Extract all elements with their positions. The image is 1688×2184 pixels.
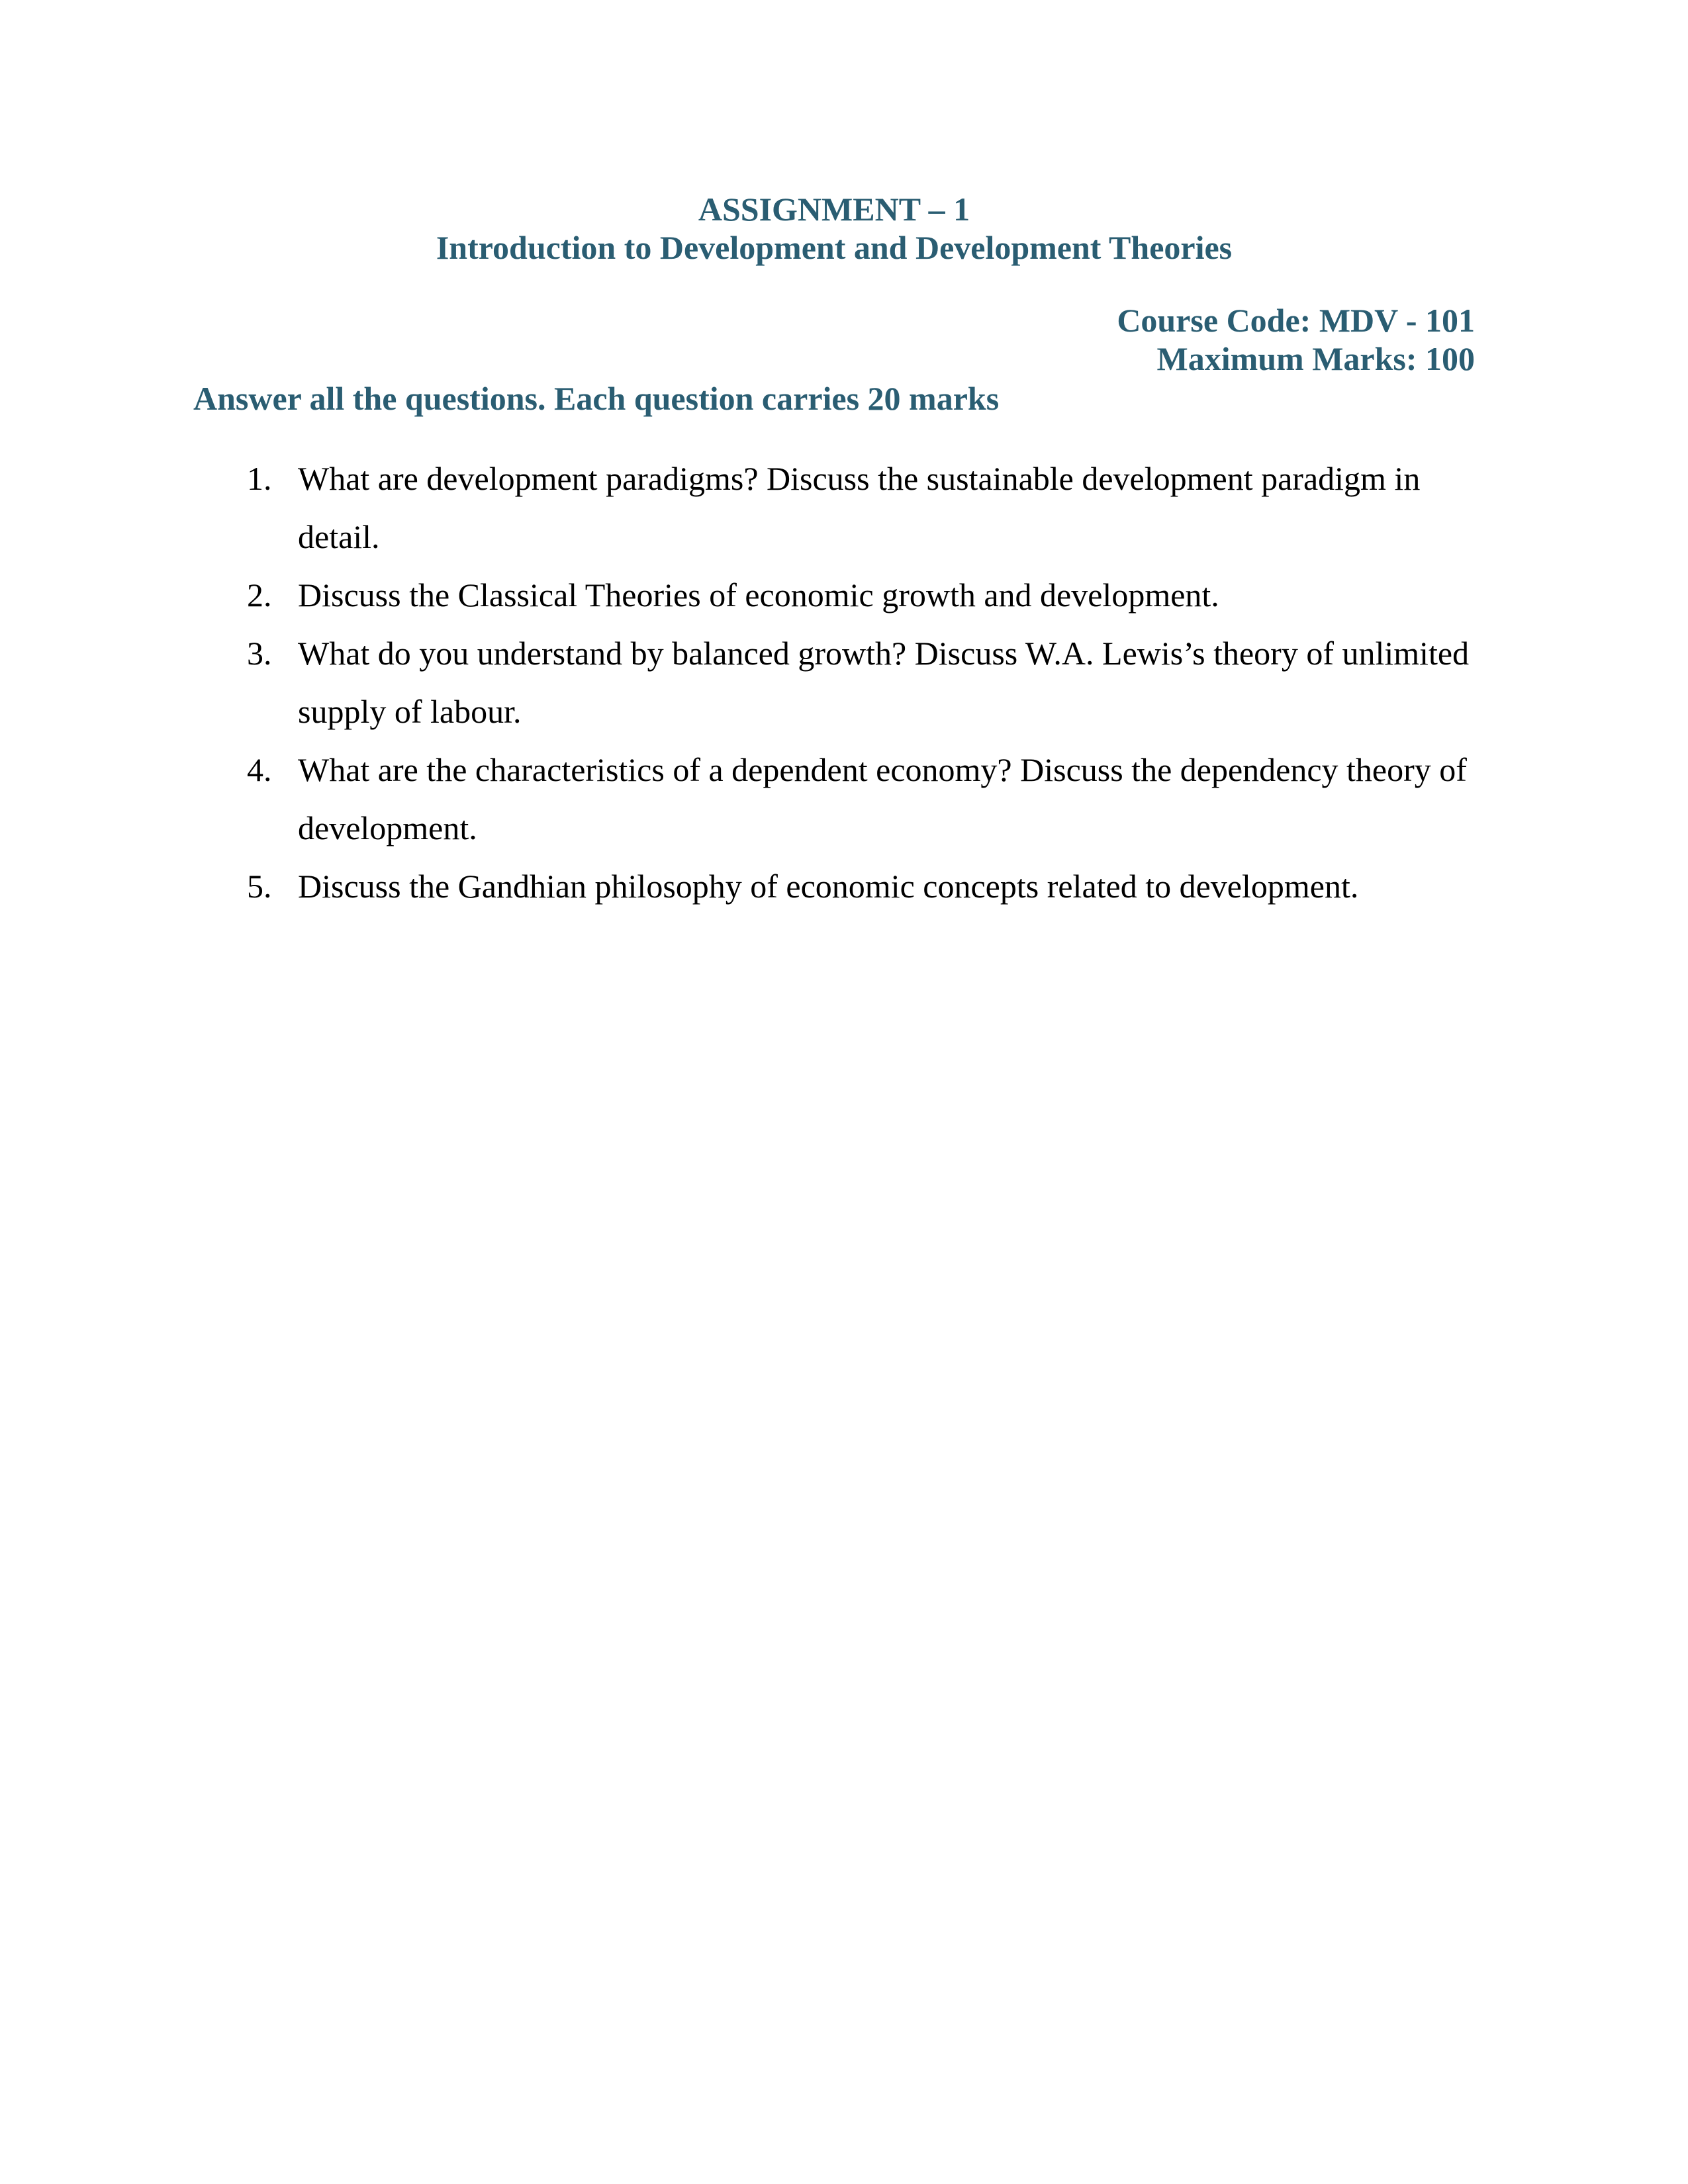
question-number: 3. [247, 635, 272, 672]
course-code: Course Code: MDV - 101 [1117, 302, 1475, 339]
question-list [193, 449, 1475, 915]
question-text: Discuss the Gandhian philosophy of economic concepts related to development. [298, 868, 1359, 905]
question-text: Discuss the Classical Theories of economic growth and development. [298, 576, 1219, 614]
question-number: 4. [247, 751, 272, 788]
title-block [193, 190, 1475, 267]
question-item [193, 449, 1475, 566]
maximum-marks: Maximum Marks: 100 [1156, 340, 1475, 377]
question-item [193, 857, 1475, 915]
instruction-line: Answer all the questions. Each question carries 20 marks [193, 380, 1000, 417]
assignment-title: ASSIGNMENT – 1 [698, 191, 970, 228]
question-number: 5. [247, 868, 272, 905]
question-number: 1. [247, 460, 272, 497]
question-number: 2. [247, 576, 272, 614]
assignment-subtitle: Introduction to Development and Development Theories [436, 229, 1233, 266]
question-text: What are the characteristics of a dependent economy? Discuss the dependency theory of development. [298, 751, 1467, 846]
question-item [193, 624, 1475, 741]
question-text: What are development paradigms? Discuss the sustainable development paradigm in detail. [298, 460, 1421, 555]
question-item [193, 741, 1475, 857]
document-content [193, 0, 1475, 915]
question-text: What do you understand by balanced growth? Discuss W.A. Lewis’s theory of unlimited supply of labour. [298, 635, 1470, 730]
question-item [193, 566, 1475, 624]
meta-block [193, 301, 1475, 378]
